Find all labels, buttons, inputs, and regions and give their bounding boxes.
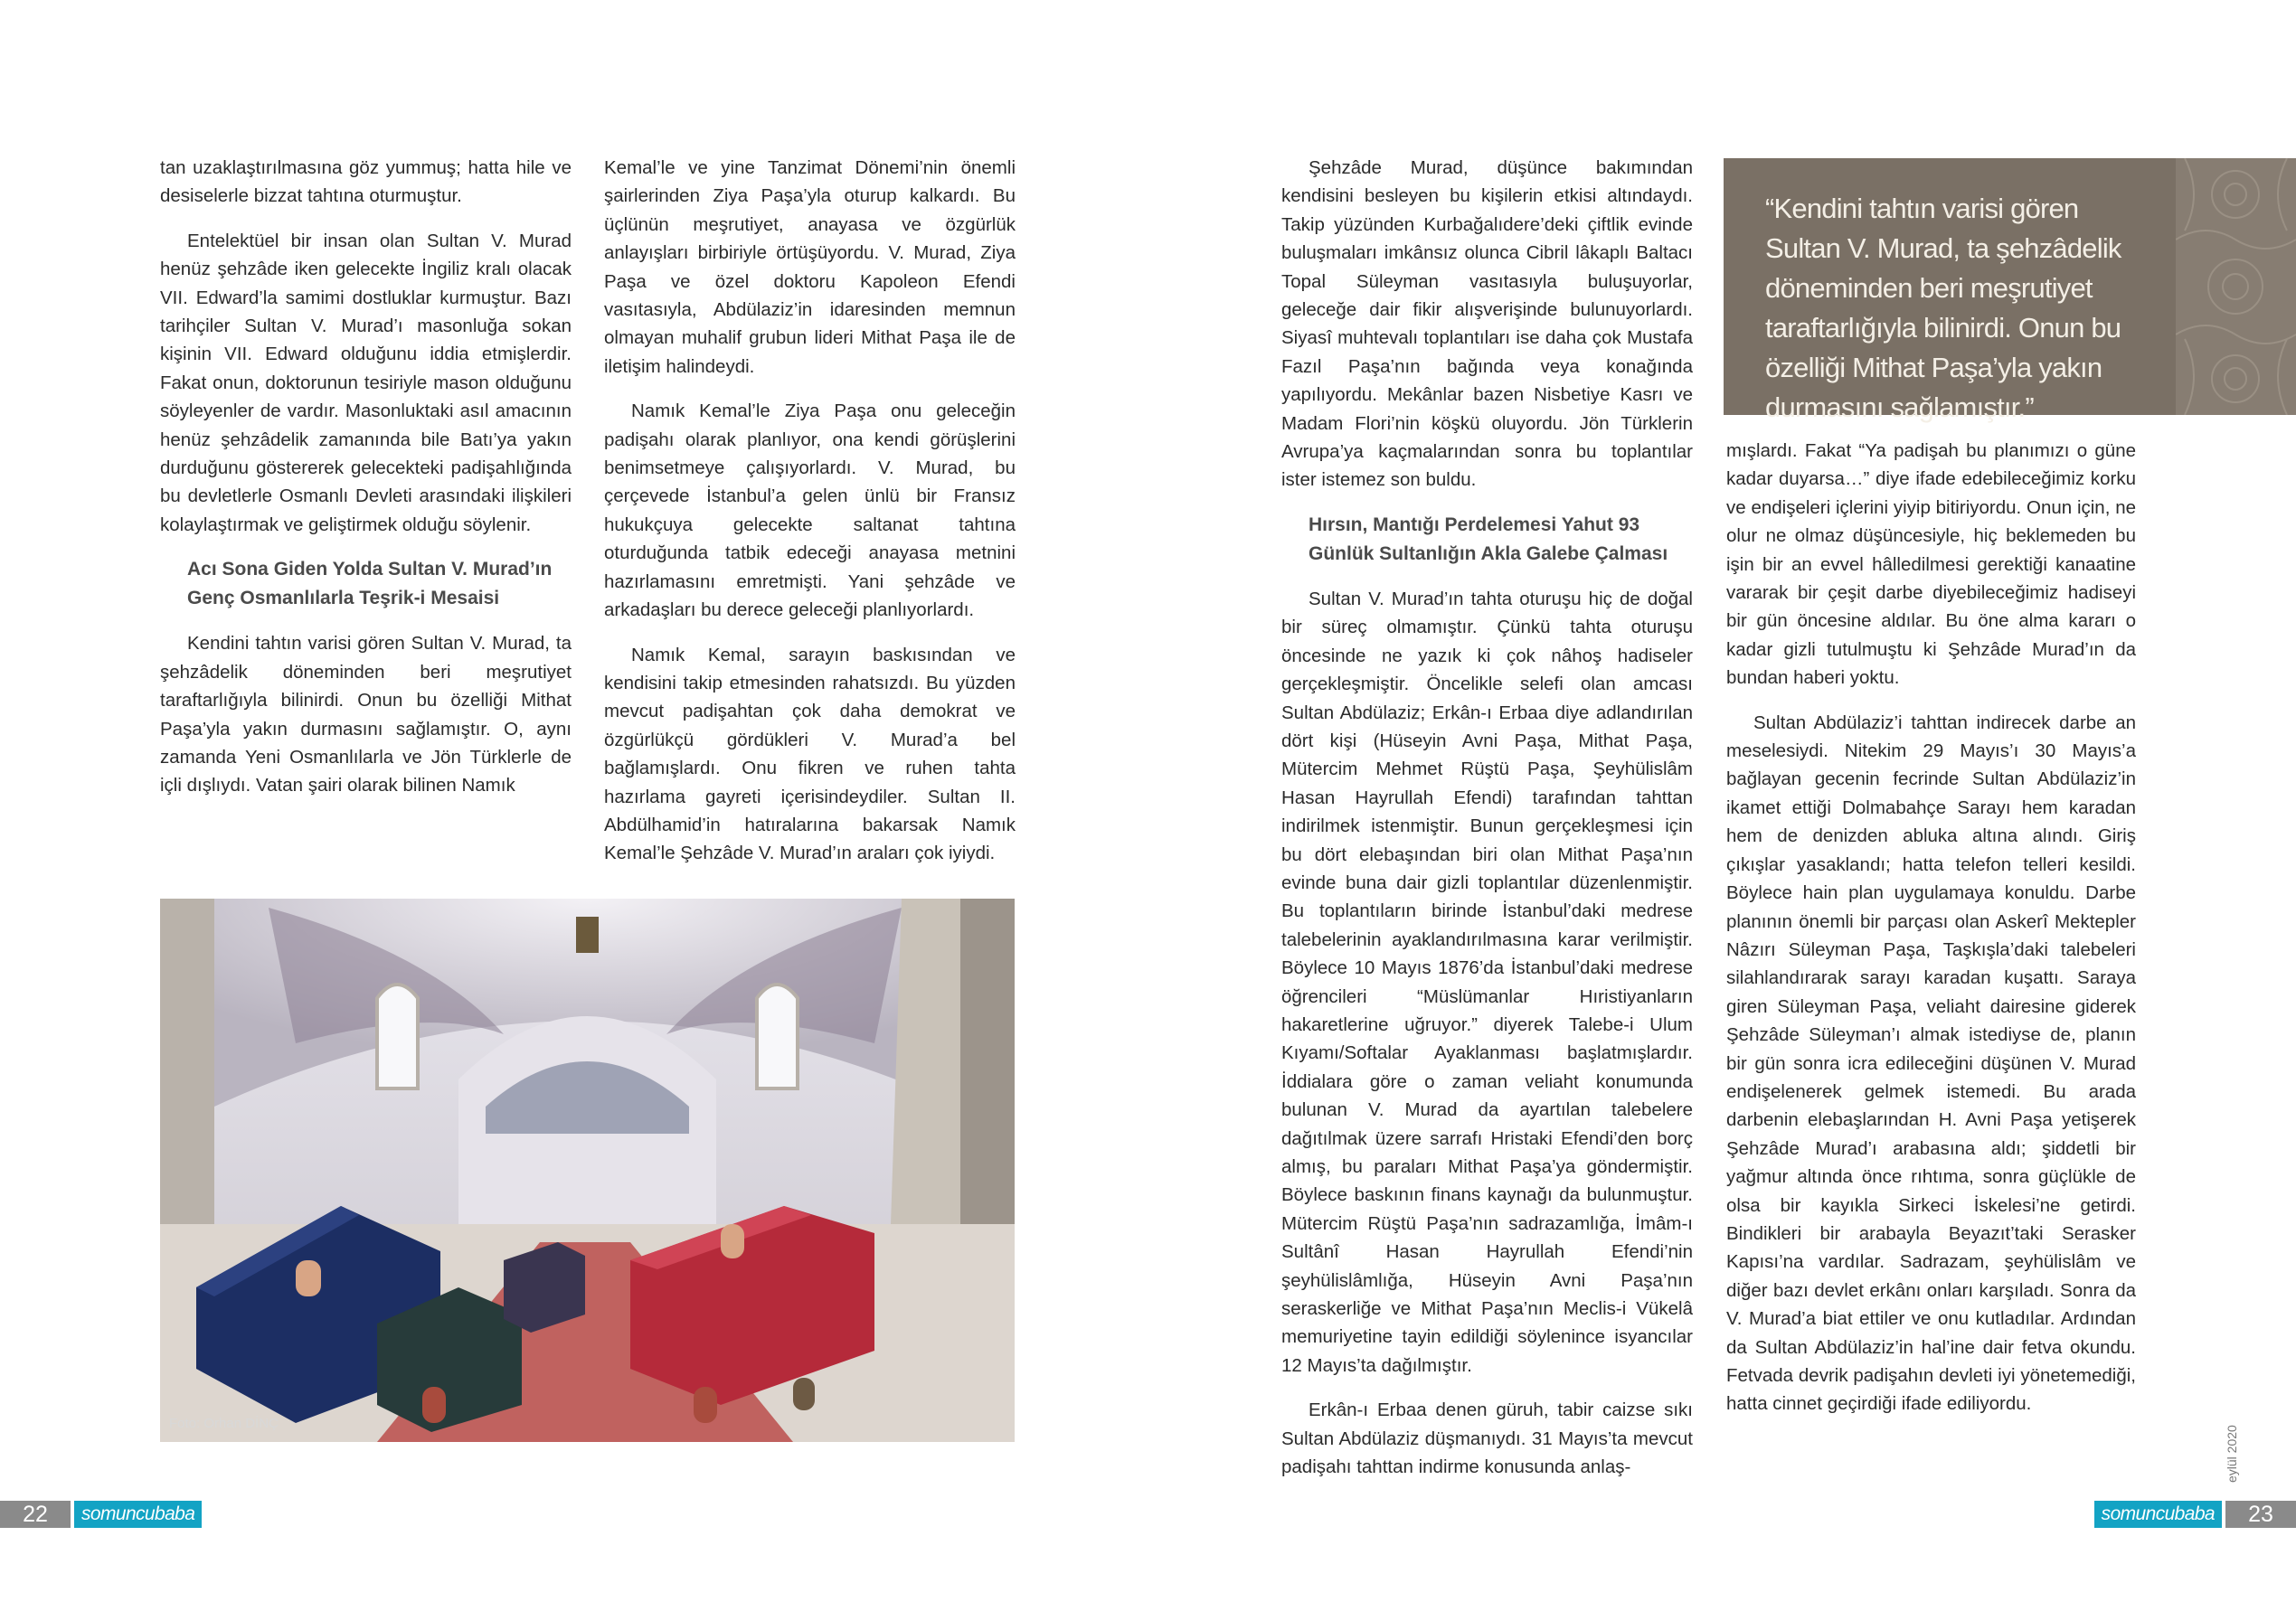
section-heading: Hırsın, Mantığı Perdelemesi Yahut 93 Günlük Sultanlığın Akla Galebe Çalması [1309, 514, 1668, 564]
right-column-2 [1726, 437, 2136, 1435]
page-number: 22 [0, 1501, 71, 1528]
right-footer [2101, 1501, 2296, 1528]
paragraph: Kemal’le ve yine Tanzimat Dönemi’nin önemli şairlerinden Ziya Paşa’yla oturup kalkardı. Bu üçlünün meşrutiyet, anayasa ve özgürlük anlayışları birbiriyle örtüşüyordu. V. Murad, Ziya Paşa ve özel doktoru Kapoleon Efendi vasıtasıyla, Abdülaziz’in idaresinden memnun olmayan muhalif grubun lideri Mithat Paşa ile de iletişim halindeydi. [604, 157, 1016, 377]
page-number: 23 [2225, 1501, 2296, 1528]
pull-quote [1724, 158, 2296, 423]
paragraph: Erkân-ı Erbaa denen güruh, tabir caizse sıkı Sultan Abdülaziz düşmanıydı. 31 Mayıs’ta mevcut padişahı tahttan indirme konusunda anlaş- [1281, 1399, 1693, 1478]
paragraph: Sultan Abdülaziz’i tahttan indirecek darbe an meselesiydi. Nitekim 29 Mayıs’ı 30 Mayıs’a bağlayan gecenin fecrinde Sultan Abdülaziz’in ikamet ettiği Dolmabahçe Sarayı hem karadan hem de denizden abluka altına alındı. Giriş çıkışlar yasaklandı; hatta telefon telleri kesildi. Böylece hain plan uygulamaya konuldu. Darbe planının önemli bir parçası olan Askerî Mektepler Nâzırı Süleyman Paşa, Taşkışla’daki talebeleri silahlandırarak sarayı karadan kuşattı. Saraya giren Süleyman Paşa, veliaht dairesine giderek Şehzâde Süleyman’ı almak istediyse de, planın bir gün sonra icra edileceğini düşünen V. Murad endişelenerek gelmek istemedi. Bu arada darbenin elebaşlarından H. Avni Paşa yetişerek Şehzâde Murad’ı arabasına aldı; şiddetli bir yağmur altında önce rıhtıma, sonra güçlükle de olsa bir kayıkla Sirkeci İskelesi’ne getirdi. Bindikleri bir arabayla Beyazıt’taki Serasker Kapısı’na vardılar. Sadrazam, şeyhülislâm ve diğer bazı devlet erkânı onları karşıladı. Sonra da V. Murad’a biat ettiler ve onu kutladılar. Ardından da Sultan Abdülaziz’in hal’ine dair fetva okundu. Fetvada devrik padişahın devleti iyi yönetemediği, hatta cinnet geçirdiği ifade ediliyordu. [1726, 711, 2136, 1415]
paragraph: Namık Kemal, sarayın baskısından ve kendisini takip etmesinden rahatsızdı. Bu yüzden mevcut padişahtan çok daha demokrat ve özgürlükçü gördükleri V. Murad’a bel bağlamışlardı. Onu fikren ve ruhen tahta hazırlama gayreti içerisindeydiler. Sultan II. Abdülhamid’in hatıralarına bakarsak Namık Kemal’le Şehzâde V. Murad’ın araları çok iyiydi. [604, 644, 1016, 864]
issue-date: eylül 2020 [2225, 1425, 2239, 1483]
ornament-pattern [2176, 158, 2296, 415]
left-column-2 [604, 154, 1016, 884]
paragraph: Namık Kemal’le Ziya Paşa onu geleceğin padişahı olarak planlıyor, ona kendi görüşlerini benimsetmeye çalışıyorlardı. V. Murad, bu çerçevede İstanbul’a gelen ünlü bir Fransız hukukçuya gelecekte saltanat tahtına oturduğunda tatbik edeceği anayasa metnini hazırlamasını emretmişti. Yani şehzâde ve arkadaşları bu derece geleceği planlıyorlardı. [604, 400, 1016, 621]
magazine-brand: somuncubaba [2094, 1501, 2222, 1528]
left-column-1 [160, 154, 572, 816]
tomb-interior-photo [160, 899, 1015, 1442]
paragraph: Kendini tahtın varisi gören Sultan V. Murad, ta şehzâdelik döneminden beri meşrutiyet taraftarlığıyla bilinirdi. Onun bu özelliği Mithat Paşa’yla yakın durmasını sağlamıştır. O, aynı zamanda Yeni Osmanlılarla ve Jön Türklerle de içli dışlıydı. Vatan şairi olarak bilinen Namık [160, 633, 572, 796]
paragraph: Entelektüel bir insan olan Sultan V. Murad henüz şehzâde iken gelecekte İngiliz kralı olacak VII. Edward’la samimi dostluklar kurmuştur. Bazı tarihçiler Sultan V. Murad’ı masonluğa sokan kişinin VII. Edward olduğunu iddia etmişlerdir. Fakat onun, doktorunun tesiriyle mason olduğunu söyleyenler de vardır. Masonluktaki asıl amacının henüz şehzâdelik zamanında bile Batı’ya yakın durduğunu göstererek gelecekteki padişahlığında bu devletlerle Osmanlı Devleti arasındaki ilişkileri kolaylaştırmak ve geliştirmek olduğu söylenir. [160, 230, 572, 535]
paragraph: tan uzaklaştırılmasına göz yummuş; hatta hile ve desiselerle bizzat tahtına oturmuştur. [160, 157, 572, 207]
paragraph: Sultan V. Murad’ın tahta oturuşu hiç de doğal bir süreç olmamıştır. Çünkü tahta oturuşu öncesinde ne yazık ki çok nâhoş hadiseler gerçekleşmiştir. Öncelikle selefi olan amcası Sultan Abdülaziz; Erkân-ı Erbaa diye adlandırılan dört kişi (Hüseyin Avni Paşa, Mithat Paşa, Mütercim Mehmet Rüştü Paşa, Şeyhülislâm Hasan Hayrullah Efendi) tarafından tahttan indirilmek istenmiştir. Bunun gerçekleşmesi için bu dört elebaşından biri olan Mithat Paşa’nın evinde buna dair gizli toplantılar düzenlenmiştir. Bu toplantıların birinde İstanbul’daki medrese talebelerinin ayaklandırılmasına karar verilmiştir. Böylece 10 Mayıs 1876’da İstanbul’daki medrese öğrencileri “Müslümanlar Hıristiyanların hakaretlerine uğruyor.” diyerek Talebe-i Ulum Kıyamı/Softalar Ayaklanması başlatmışlardır. İddialara göre o zaman veliaht konumunda bulunan V. Murad da ayartılan talebelere dağıtılmak üzere sarrafı Hristaki Efendi’den borç almış, bu paraları Mithat Paşa’ya göndermiştir. Böylece baskının finans kaynağı da bulunmuştur. Mütercim Rüştü Paşa’nın sadrazamlığa, İmâm-ı Sultânî Hasan Hayrullah Efendi’nin şeyhülislâmlığa, Hüseyin Avni Paşa’nın seraskerliğe ve Mithat Paşa’nın Meclis-i Vükelâ memuriyetine tayin edildiği söylenince isyancılar 12 Mayıs’ta dağılmıştır. [1281, 588, 1693, 1376]
section-heading: Acı Sona Giden Yolda Sultan V. Murad’ın Genç Osmanlılarla Teşrik-i Mesaisi [187, 559, 553, 609]
magazine-brand: somuncubaba [74, 1501, 202, 1528]
pull-quote-text: “Kendini tahtın varisi gören Sultan V. Murad, ta şehzâdelik döneminden beri meşrutiyet taraftarlığıyla bilinirdi. Onun bu özelliği Mithat Paşa’yla yakın durmasını sağlamıştır.” [1765, 193, 2121, 423]
photo-illustration [160, 899, 1015, 1442]
right-column-1 [1281, 154, 1693, 1497]
paragraph: Şehzâde Murad, düşünce bakımından kendisini besleyen bu kişilerin etkisi altındaydı. Takip yüzünden Kurbağalıdere’deki çiftlik evinde buluşmaları imkânsız olunca Cibril lâkaplı Baltacı Topal Süleyman vasıtasıyla buluşuyorlar, geleceğe dair fikir alışverişinde bulunuyorlardı. Siyasî muhtevalı toplantıları ise daha çok Mustafa Fazıl Paşa’nın bağında veya konağında yapılıyordu. Mekânlar bazen Nisbetiye Kasrı ve Madam Flori’nin köşkü oluyordu. Jön Türklerin Avrupa’ya kaçmalarından sonra bu toplantılar ister istemez son buldu. [1281, 157, 1693, 491]
paragraph: mışlardı. Fakat “Ya padişah bu planımızı o güne kadar duyarsa…” diye ifade edebileceğimiz korku ve endişeleri içlerini yiyip bitiriyordu. Onun için, ne olur ne olmaz düşüncesiyle, hiç beklemeden bu işin bir an evvel hâlledilmesi gerektiği kanaatine vararak bir çeşit darbe diyebileceğimiz hadiseyi bir gün öncesine aldılar. Bu öne alma kararı o kadar gizli tutulmuştu ki Şehzâde Murad’ın da bundan haberi yoktu. [1726, 440, 2136, 689]
photo-credit: Foto: Orhan DİNÇ [169, 1416, 279, 1431]
